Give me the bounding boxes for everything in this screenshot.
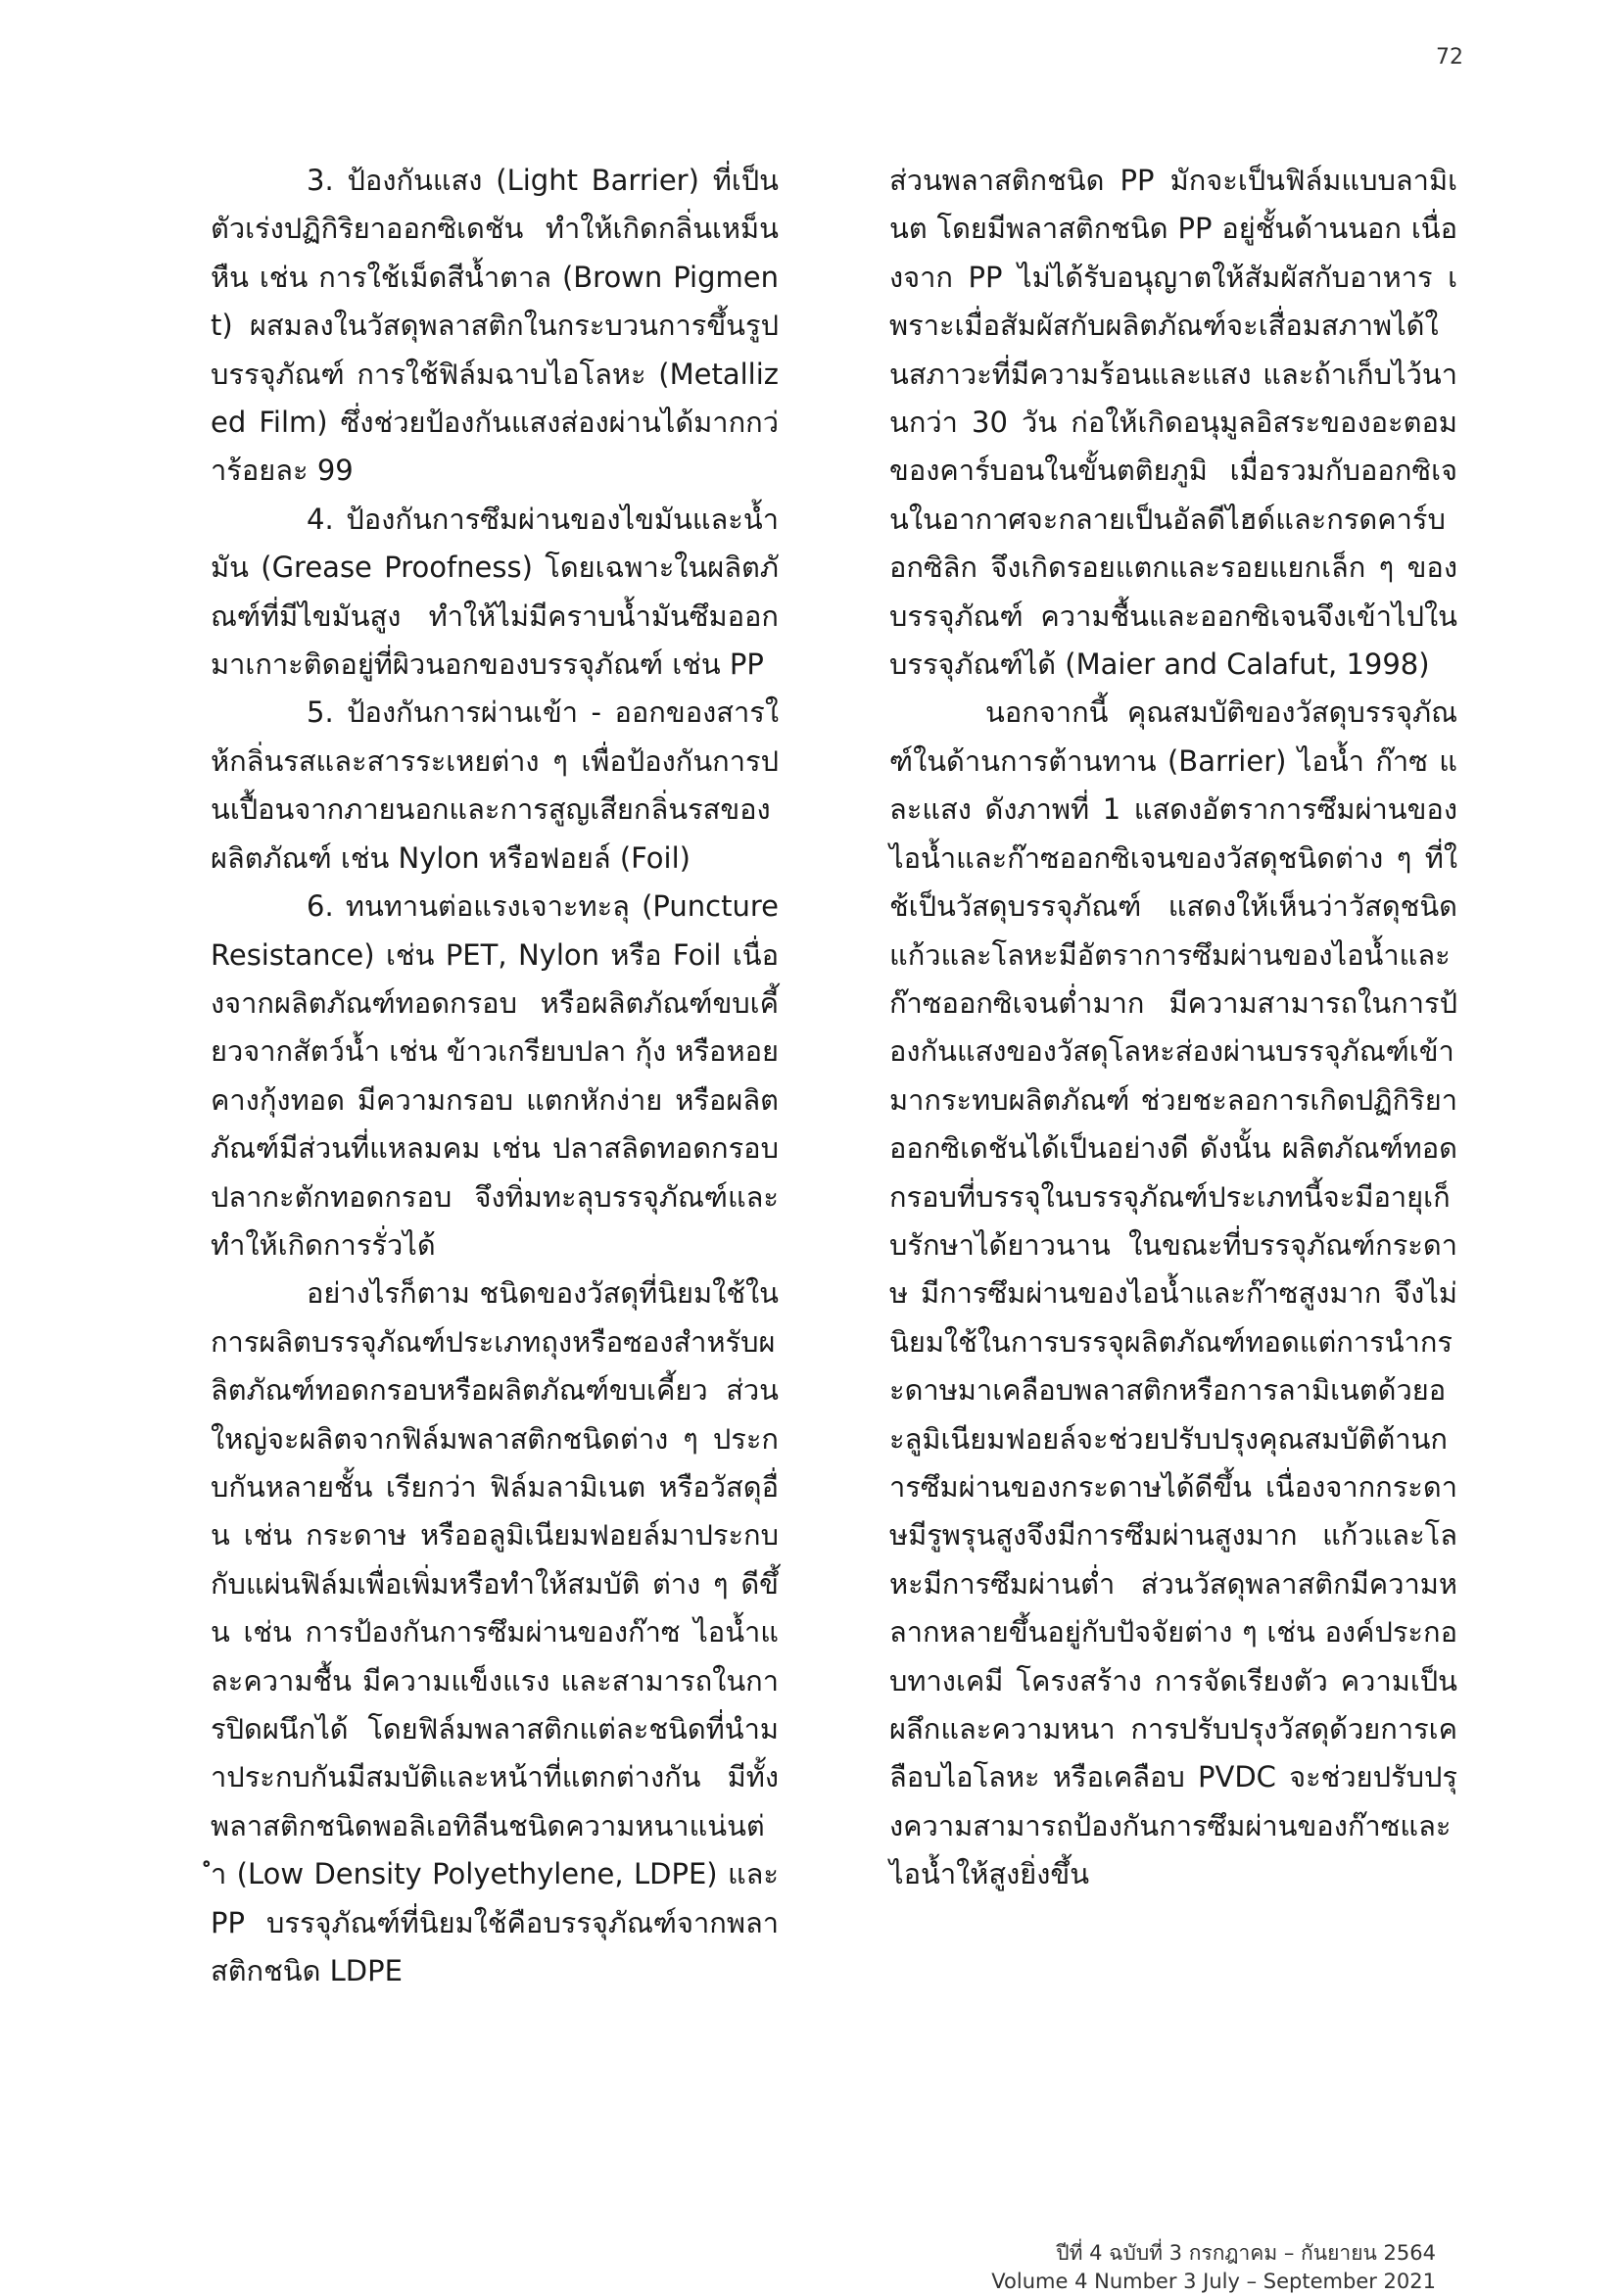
paragraph: ส่วนพลาสติกชนิด PP มักจะเป็นฟิล์มแบบลามิเนต โดยมีพลาสติกชนิด PP อยู่ชั้นด้านนอก เนื่องจาก PP ไม่ได้รับอนุญาตให้สัมผัสกับอาหาร เพราะเมื่อสัมผัสกับผลิตภัณฑ์จะเสื่อมสภาพได้ในสภาวะที่มีความร้อนและแสง และถ้าเก็บไว้นานกว่า 30 วัน ก่อให้เกิดอนุมูลอิสระของอะตอมของคาร์บอนในขั้นตติยภูมิ เมื่อรวมกับออกซิเจนในอากาศจะกลายเป็นอัลดีไฮด์และกรดคาร์บอกซิลิก จึงเกิดรอยแตกและรอยแยกเล็ก ๆ ของบรรจุภัณฑ์ ความชื้นและออกซิเจนจึงเข้าไปในบรรจุภัณฑ์ได้ (Maier and Calafut, 1998) [889,164,1457,682]
paragraph: 6. ทนทานต่อแรงเจาะทะลุ (Puncture Resistance) เช่น PET, Nylon หรือ Foil เนื่องจากผลิตภัณฑ์ทอดกรอบ หรือผลิตภัณฑ์ขบเคี้ยวจากสัตว์น้ำ เช่น ข้าวเกรียบปลา กุ้ง หรือหอย คางกุ้งทอด มีความกรอบ แตกหักง่าย หรือผลิตภัณฑ์มีส่วนที่แหลมคม เช่น ปลาสลิดทอดกรอบ ปลากะตักทอดกรอบ จึงทิ่มทะลุบรรจุภัณฑ์และทำให้เกิดการรั่วได้ [211,889,779,1262]
paragraph: 3. ป้องกันแสง (Light Barrier) ที่เป็นตัวเร่งปฏิกิริยาออกซิเดชัน ทำให้เกิดกลิ่นเหม็นหืน เช่น การใช้เม็ดสีน้ำตาล (Brown Pigment) ผสมลงในวัสดุพลาสติกในกระบวนการขึ้นรูปบรรจุภัณฑ์ การใช้ฟิล์มฉาบไอโลหะ (Metallized Film) ซึ่งช่วยป้องกันแสงส่องผ่านได้มากกว่าร้อยละ 99 [211,164,779,488]
journal-footer [848,2239,1436,2296]
paragraph: 4. ป้องกันการซึมผ่านของไขมันและน้ำมัน (Grease Proofness) โดยเฉพาะในผลิตภัณฑ์ที่มีไขมันสูง ทำให้ไม่มีคราบน้ำมันซึมออกมาเกาะติดอยู่ที่ผิวนอกของบรรจุภัณฑ์ เช่น PP [211,502,779,682]
footer-thai-issue: ปีที่ 4 ฉบับที่ 3 กรกฎาคม – กันยายน 2564 [1056,2241,1436,2265]
page-number: 72 [1436,45,1463,70]
paragraph: อย่างไรก็ตาม ชนิดของวัสดุที่นิยมใช้ในการผลิตบรรจุภัณฑ์ประเภทถุงหรือซองสำหรับผลิตภัณฑ์ทอดกรอบหรือผลิตภัณฑ์ขบเคี้ยว ส่วนใหญ่จะผลิตจากฟิล์มพลาสติกชนิดต่าง ๆ ประกบกันหลายชั้น เรียกว่า ฟิล์มลามิเนต หรือวัสดุอื่น เช่น กระดาษ หรืออลูมิเนียมฟอยล์มาประกบกับแผ่นฟิล์มเพื่อเพิ่มหรือทำให้สมบัติ ต่าง ๆ ดีขึ้น เช่น การป้องกันการซึมผ่านของก๊าซ ไอน้ำและความชื้น มีความแข็งแรง และสามารถในการปิดผนึกได้ โดยฟิล์มพลาสติกแต่ละชนิดที่นำมาประกบกันมีสมบัติและหน้าที่แตกต่างกัน มีทั้งพลาสติกชนิดพอลิเอทิลีนชนิดความหนาแน่นต่ำ (Low Density Polyethylene, LDPE) และ PP บรรจุภัณฑ์ที่นิยมใช้คือบรรจุภัณฑ์จากพลาสติกชนิด LDPE [211,1276,779,1988]
left-column [211,157,779,1995]
footer-english-issue: Volume 4 Number 3 July – September 2021 [991,2270,1436,2293]
paragraph: 5. ป้องกันการผ่านเข้า - ออกของสารให้กลิ่นรสและสารระเหยต่าง ๆ เพื่อป้องกันการปนเปื้อนจากภายนอกและการสูญเสียกลิ่นรสของผลิตภัณฑ์ เช่น Nylon หรือฟอยล์ (Foil) [211,695,779,875]
paragraph: นอกจากนี้ คุณสมบัติของวัสดุบรรจุภัณฑ์ในด้านการต้านทาน (Barrier) ไอน้ำ ก๊าซ และแสง ดังภาพที่ 1 แสดงอัตราการซึมผ่านของไอน้ำและก๊าซออกซิเจนของวัสดุชนิดต่าง ๆ ที่ใช้เป็นวัสดุบรรจุภัณฑ์ แสดงให้เห็นว่าวัสดุชนิดแก้วและโลหะมีอัตราการซึมผ่านของไอน้ำและก๊าซออกซิเจนต่ำมาก มีความสามารถในการป้องกันแสงของวัสดุโลหะส่องผ่านบรรจุภัณฑ์เข้ามากระทบผลิตภัณฑ์ ช่วยชะลอการเกิดปฏิกิริยาออกซิเดชันได้เป็นอย่างดี ดังนั้น ผลิตภัณฑ์ทอดกรอบที่บรรจุในบรรจุภัณฑ์ประเภทนี้จะมีอายุเก็บรักษาได้ยาวนาน ในขณะที่บรรจุภัณฑ์กระดาษ มีการซึมผ่านของไอน้ำและก๊าซสูงมาก จึงไม่นิยมใช้ในการบรรจุผลิตภัณฑ์ทอดแต่การนำกระดาษมาเคลือบพลาสติกหรือการลามิเนตด้วยอะลูมิเนียมฟอยล์จะช่วยปรับปรุงคุณสมบัติต้านการซึมผ่านของกระดาษได้ดีขึ้น เนื่องจากกระดาษมีรูพรุนสูงจึงมีการซึมผ่านสูงมาก แก้วและโลหะมีการซึมผ่านต่ำ ส่วนวัสดุพลาสติกมีความหลากหลายขึ้นอยู่กับปัจจัยต่าง ๆ เช่น องค์ประกอบทางเคมี โครงสร้าง การจัดเรียงตัว ความเป็นผลึกและความหนา การปรับปรุงวัสดุด้วยการเคลือบไอโลหะ หรือเคลือบ PVDC จะช่วยปรับปรุงความสามารถป้องกันการซึมผ่านของก๊าซและไอน้ำให้สูงยิ่งขึ้น [889,695,1457,1891]
right-column [889,157,1457,1899]
